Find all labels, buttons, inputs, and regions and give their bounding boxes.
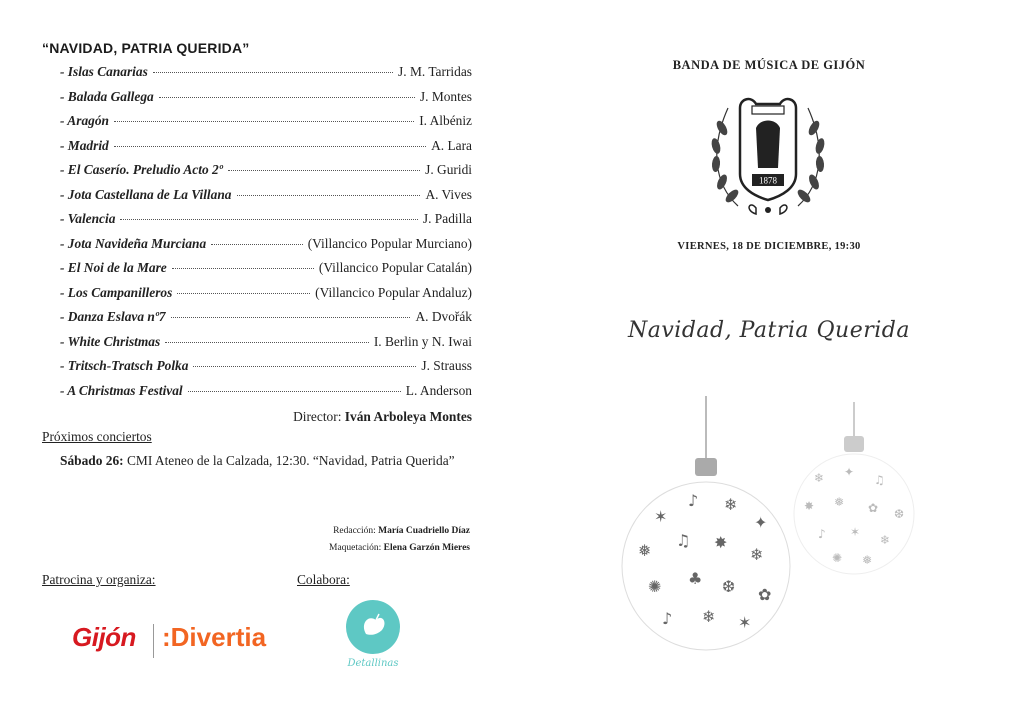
composer: I. Albéniz: [419, 113, 472, 128]
credit-maquetacion: [42, 540, 470, 557]
svg-text:✶: ✶: [654, 507, 668, 526]
program-item: [60, 236, 472, 261]
svg-text:❄: ❄: [702, 607, 716, 626]
next-concert-day: Sábado 26:: [60, 453, 124, 468]
composer: J. Montes: [419, 88, 472, 104]
composer: L. Anderson: [405, 382, 472, 398]
credit-redaccion: [42, 523, 470, 540]
leader-dots: [159, 97, 415, 98]
svg-text:❄: ❄: [814, 471, 825, 485]
program-item: [60, 113, 472, 138]
composer: A. Lara: [431, 137, 472, 153]
program-item: [60, 358, 472, 383]
concert-date: VIERNES, 18 DE DICIEMBRE, 19:30: [677, 241, 861, 252]
program-item: [60, 383, 472, 408]
svg-text:❆: ❆: [722, 577, 736, 596]
next-concerts-heading: Próximos conciertos: [42, 429, 152, 444]
composer: J. Strauss: [421, 358, 472, 373]
svg-text:✶: ✶: [850, 525, 861, 539]
leader-dots: [228, 170, 420, 171]
svg-text:✿: ✿: [868, 501, 879, 515]
next-concert-entry: [42, 453, 472, 469]
piece-name: - Balada Gallega: [60, 88, 154, 104]
svg-text:❆: ❆: [894, 507, 905, 521]
piece-name: - Jota Navideña Murciana: [60, 235, 207, 251]
svg-text:✺: ✺: [832, 551, 843, 565]
colabora-label: Colabora:: [297, 572, 350, 587]
piece-name: - Jota Castellana de La Villana: [60, 186, 232, 202]
piece-name: - Tritsch-Tratsch Polka: [60, 358, 189, 373]
program-item: [60, 285, 472, 310]
piece-name: - El Caserío. Preludio Acto 2º: [60, 162, 223, 177]
detallinas-wordmark: Detallinas: [347, 658, 399, 669]
director-label: Director:: [293, 409, 342, 424]
credit-label: Redacción:: [333, 526, 376, 536]
christmas-ornaments-illustration: [618, 396, 918, 656]
band-emblem-icon: [700, 88, 836, 224]
composer: A. Vives: [425, 186, 472, 202]
piece-name: - Valencia: [60, 211, 116, 226]
svg-text:✸: ✸: [714, 533, 728, 552]
credit-label: Maquetación:: [329, 543, 382, 553]
program-item: [60, 211, 472, 236]
leader-dots: [120, 219, 417, 220]
leader-dots: [237, 195, 421, 196]
credits: [42, 523, 470, 557]
svg-text:♫: ♫: [676, 531, 691, 550]
band-name: BANDA DE MÚSICA DE GIJÓN: [672, 58, 866, 72]
svg-text:♣: ♣: [688, 569, 703, 588]
composer: I. Berlin y N. Iwai: [373, 333, 472, 349]
svg-text:♪: ♪: [818, 527, 826, 541]
leader-dots: [177, 293, 310, 294]
program-item: [60, 89, 472, 114]
leader-dots: [211, 244, 303, 245]
director-name: Iván Arboleya Montes: [344, 409, 472, 424]
piece-name: - Islas Canarias: [60, 64, 148, 79]
svg-text:❅: ❅: [862, 553, 873, 567]
svg-text:✦: ✦: [754, 513, 768, 532]
svg-text:♪: ♪: [688, 491, 699, 510]
composer: (Villancico Popular Murciano): [307, 235, 472, 251]
svg-text:✶: ✶: [738, 613, 752, 632]
detallinas-logo: [346, 600, 400, 654]
leader-dots: [165, 342, 369, 343]
svg-text:✺: ✺: [648, 577, 662, 596]
credit-name: Elena Garzón Mieres: [383, 543, 470, 553]
svg-text:❅: ❅: [834, 495, 845, 509]
leader-dots: [153, 72, 393, 73]
logo-divider: [153, 624, 154, 658]
composer: J. Padilla: [422, 211, 472, 226]
ornament-cap: [695, 458, 717, 476]
credit-name: María Cuadriello Díaz: [378, 526, 470, 536]
svg-text:❅: ❅: [638, 541, 652, 560]
program-item: [60, 162, 472, 187]
piece-name: - A Christmas Festival: [60, 382, 183, 398]
svg-text:✸: ✸: [804, 499, 815, 513]
ornament-cap: [844, 436, 864, 452]
composer: J. M. Tarridas: [398, 64, 472, 79]
leader-dots: [193, 366, 416, 367]
program-item: [60, 309, 472, 334]
gijon-logo: Gijón: [72, 622, 136, 652]
composer: (Villancico Popular Catalán): [318, 260, 472, 275]
leader-dots: [188, 391, 401, 392]
leader-dots: [114, 121, 414, 122]
piece-name: - El Noi de la Mare: [60, 260, 167, 275]
butterfly-icon: [346, 600, 400, 654]
concert-title: Navidad, Patria Querida: [627, 318, 910, 343]
next-concert-details: CMI Ateneo de la Calzada, 12:30. “Navidad, Patria Querida”: [127, 453, 455, 468]
svg-text:❄: ❄: [750, 545, 764, 564]
program-panel: [42, 40, 472, 469]
svg-text:✿: ✿: [758, 585, 772, 604]
piece-name: - Madrid: [60, 137, 109, 153]
piece-name: - Aragón: [60, 113, 109, 128]
patrocina-label: Patrocina y organiza:: [42, 572, 156, 587]
composer: J. Guridi: [425, 162, 472, 177]
director-line: [42, 409, 472, 425]
program-item: [60, 64, 472, 89]
leader-dots: [171, 317, 411, 318]
svg-text:✦: ✦: [844, 465, 855, 479]
program-item: [60, 334, 472, 359]
program-item: [60, 138, 472, 163]
leader-dots: [114, 146, 426, 147]
svg-text:❄: ❄: [724, 495, 738, 514]
leader-dots: [172, 268, 314, 269]
svg-text:♫: ♫: [874, 473, 885, 487]
program-list: [42, 64, 472, 407]
program-item: [60, 187, 472, 212]
svg-text:♪: ♪: [662, 609, 673, 628]
program-title: “NAVIDAD, PATRIA QUERIDA”: [42, 40, 250, 56]
composer: (Villancico Popular Andaluz): [315, 284, 472, 300]
composer: A. Dvořák: [415, 309, 472, 324]
svg-text:❄: ❄: [880, 533, 891, 547]
piece-name: - Los Campanilleros: [60, 284, 173, 300]
emblem-year: 1878: [759, 175, 777, 186]
divertia-logo: :Divertia: [162, 622, 267, 652]
piece-name: - White Christmas: [60, 333, 161, 349]
program-item: [60, 260, 472, 285]
piece-name: - Danza Eslava nº7: [60, 309, 166, 324]
